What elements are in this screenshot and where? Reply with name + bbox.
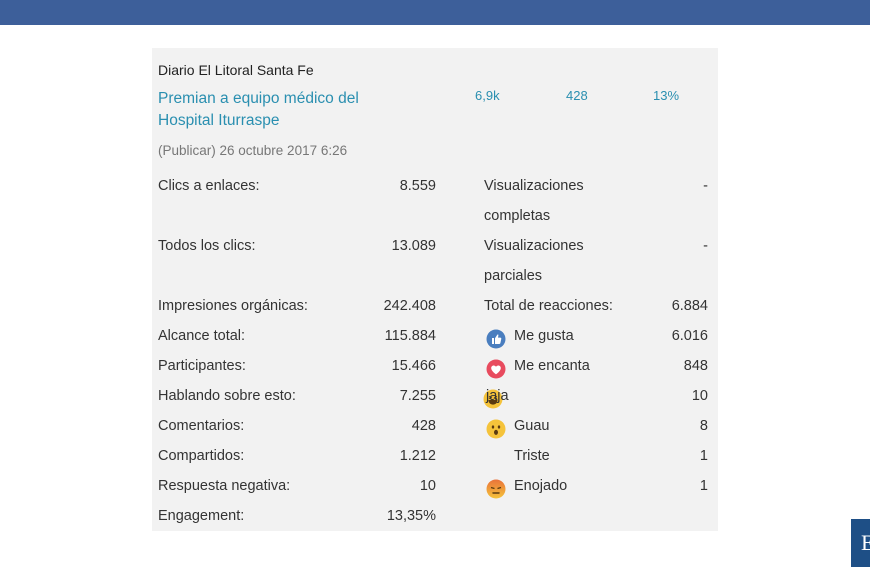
reaction-label: Guau	[514, 418, 550, 434]
angry-icon	[486, 479, 506, 499]
reaction-label: Triste	[514, 448, 550, 464]
corner-letter: E	[861, 530, 874, 555]
metric-label: Clics a enlaces:	[158, 178, 260, 194]
partial-views-label: Visualizaciones parciales	[484, 238, 584, 284]
metric-value: 8.559	[399, 178, 436, 194]
top-bar	[0, 0, 870, 25]
reaction-label: Me encanta	[514, 358, 590, 374]
corner-logo-tab[interactable]	[851, 519, 874, 567]
post-insights-card	[152, 48, 718, 531]
post-title-link[interactable]: Premian a equipo médico del Hospital Iturraspe	[158, 90, 359, 129]
metric-value: 15.466	[391, 358, 436, 374]
reaction-value: 10	[691, 388, 708, 404]
reaction-label: jaja	[486, 388, 509, 404]
reaction-label: Enojado	[514, 478, 568, 494]
metric-label: Engagement:	[158, 508, 245, 524]
full-views-label: Visualizaciones completas	[484, 178, 584, 224]
metric-value: 1.212	[399, 448, 436, 464]
metric-label: Todos los clics:	[158, 238, 256, 254]
page-name: Diario El Litoral Santa Fe	[158, 62, 314, 78]
reaction-value: 1	[699, 478, 708, 494]
metric-label: Alcance total:	[158, 328, 246, 344]
love-icon	[486, 359, 506, 379]
metric-label: Participantes:	[158, 358, 246, 374]
metric-label: Compartidos:	[158, 448, 245, 464]
full-views-value: -	[703, 178, 708, 194]
metric-label: Respuesta negativa:	[158, 478, 291, 494]
total-reactions-label: Total de reacciones:	[484, 298, 613, 314]
reaction-value: 848	[683, 358, 708, 374]
reaction-label: Me gusta	[514, 328, 574, 344]
stat-comments: 428	[566, 88, 588, 103]
partial-views-value: -	[703, 238, 708, 254]
metric-value: 115.884	[384, 328, 436, 344]
stat-engagement: 13%	[653, 88, 680, 103]
total-reactions-value: 6.884	[671, 298, 708, 314]
published-date: (Publicar) 26 octubre 2017 6:26	[158, 143, 348, 158]
like-icon	[486, 329, 506, 349]
metric-value: 13.089	[391, 238, 436, 254]
reaction-value: 1	[699, 448, 708, 464]
metric-label: Impresiones orgánicas:	[158, 298, 308, 314]
metric-value: 10	[419, 478, 436, 494]
metric-value: 13,35%	[386, 508, 436, 524]
metric-value: 242.408	[383, 298, 436, 314]
wow-icon	[486, 419, 506, 439]
metric-value: 7.255	[399, 388, 436, 404]
metric-value: 428	[411, 418, 436, 434]
reaction-value: 8	[699, 418, 708, 434]
metric-label: Hablando sobre esto:	[158, 388, 296, 404]
metric-label: Comentarios:	[158, 418, 245, 434]
stat-reach: 6,9k	[475, 88, 500, 103]
reaction-value: 6.016	[671, 328, 708, 344]
